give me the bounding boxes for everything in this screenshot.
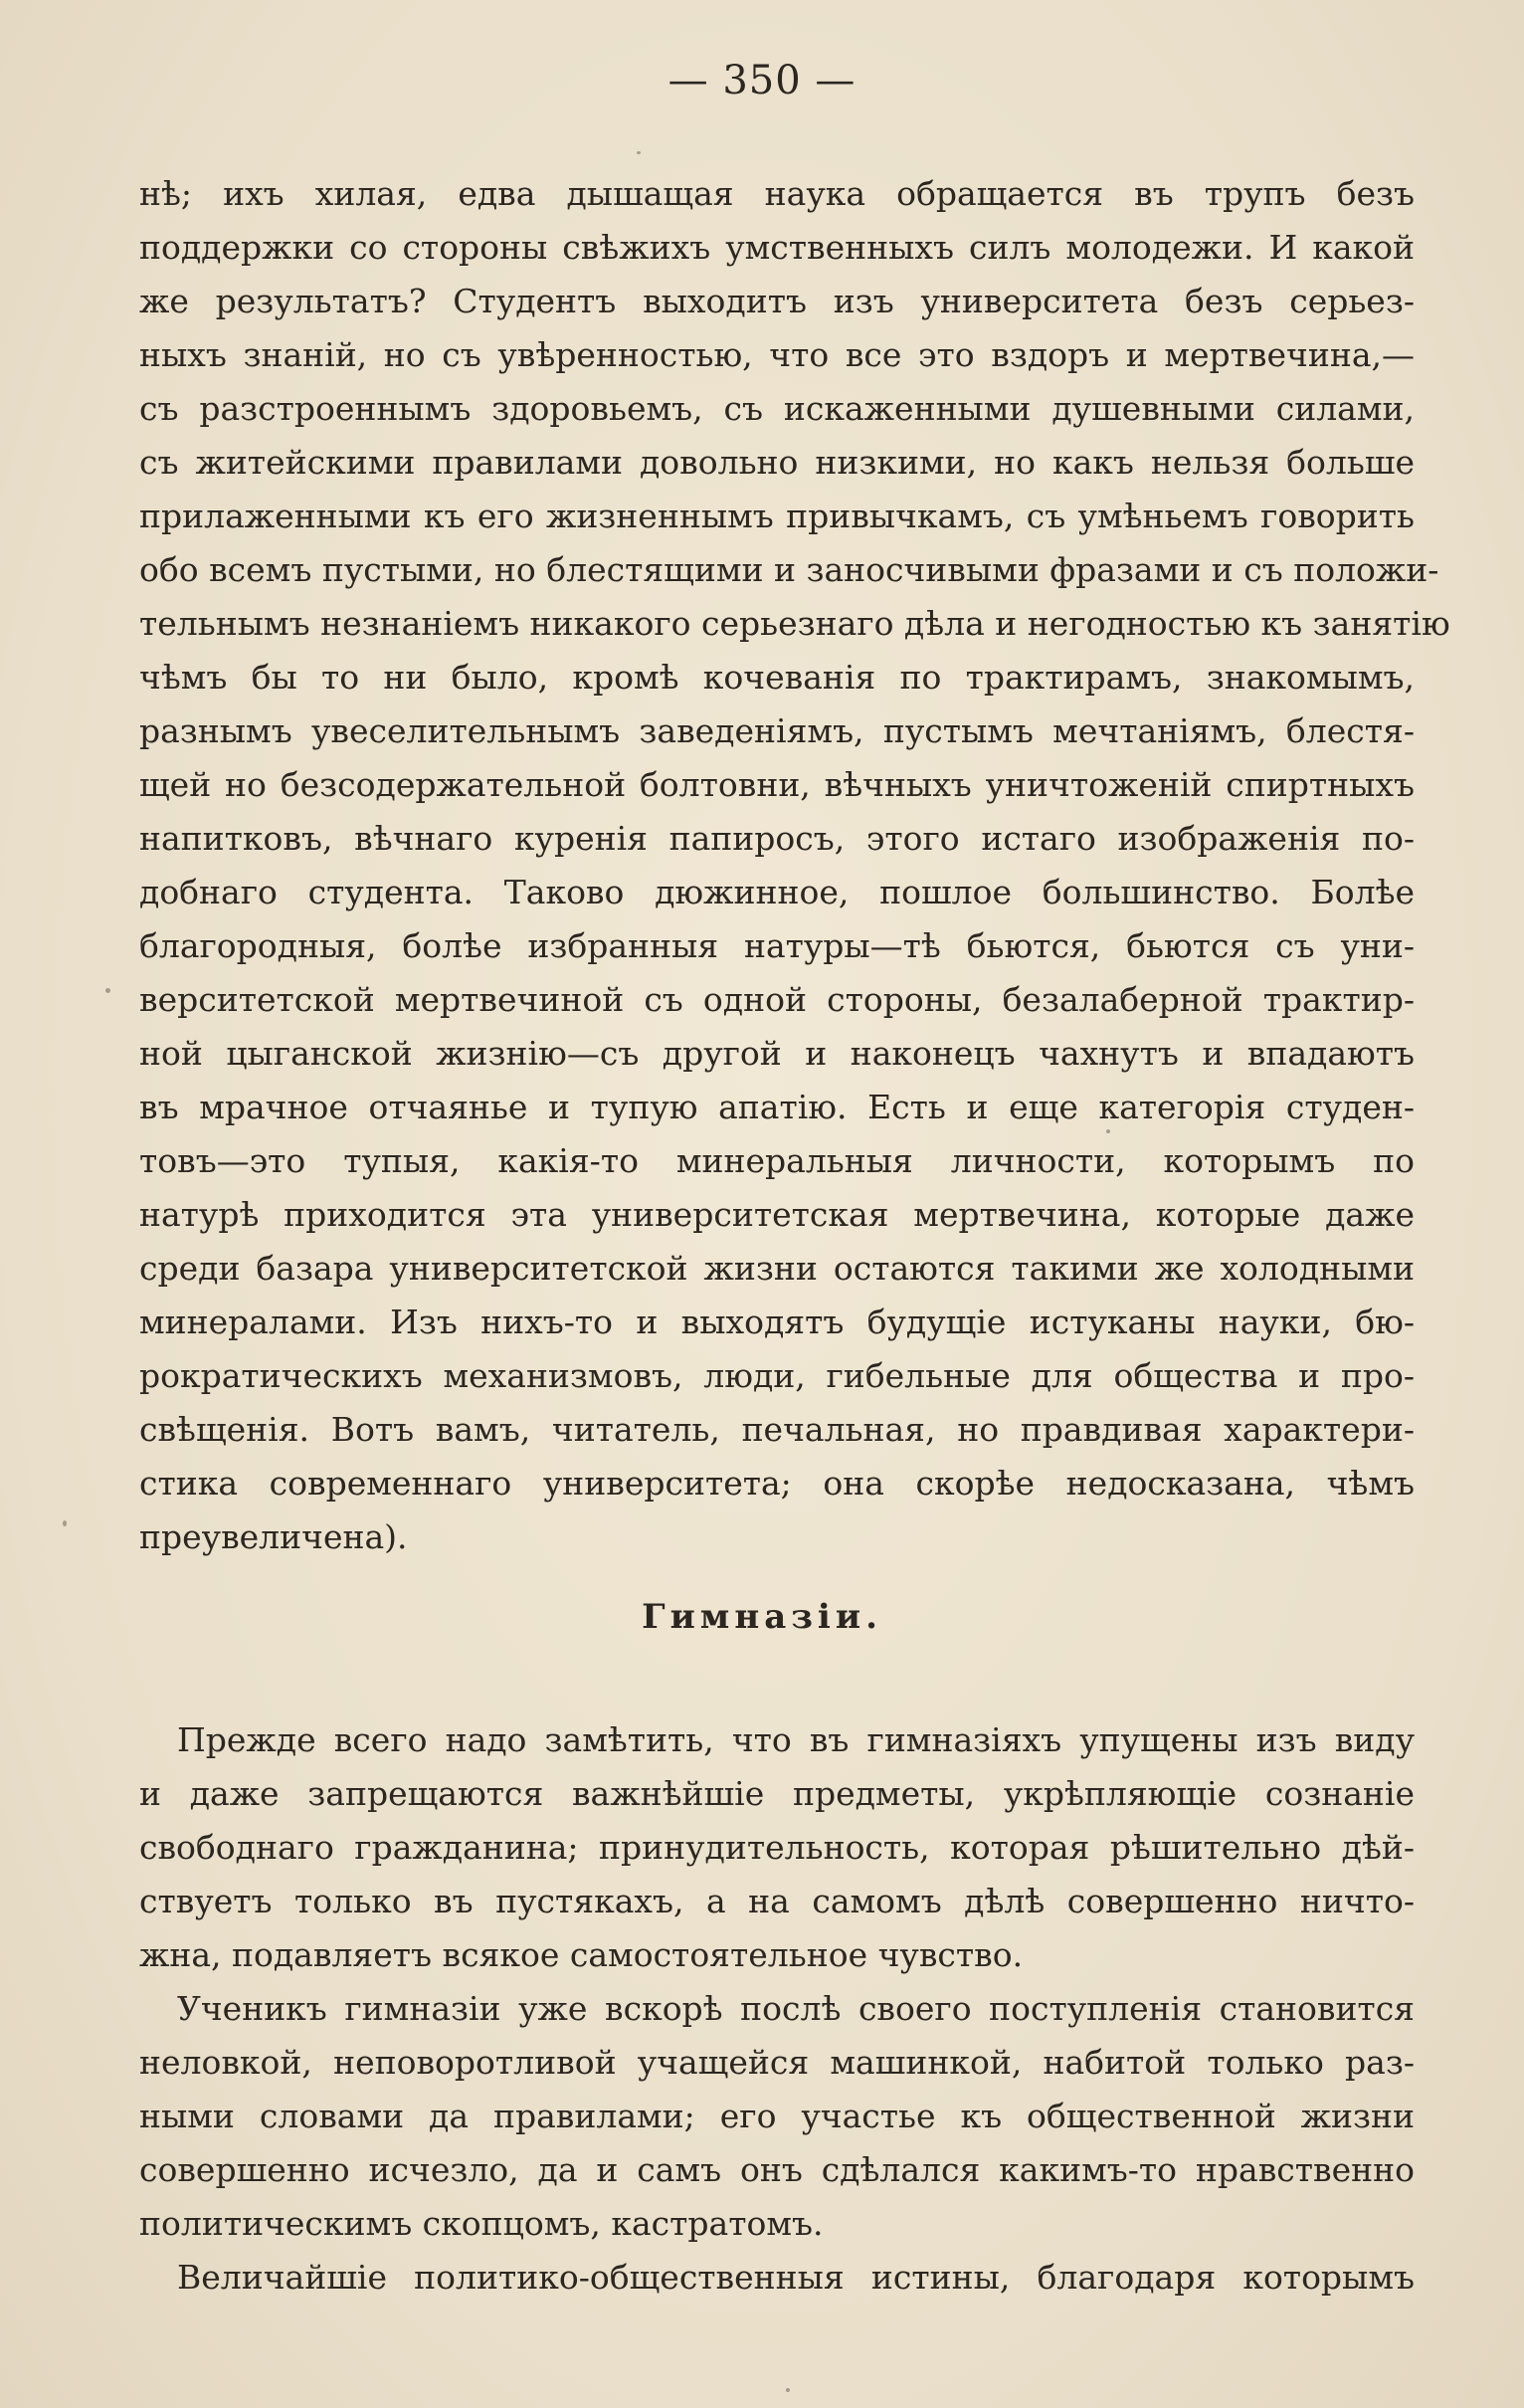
text-line: обо всемъ пустыми, но блестящими и заносчивыми фразами и съ положи- <box>139 550 1439 589</box>
text-line: преувеличена). <box>139 1517 408 1556</box>
text-line: нѣ; ихъ хилая, едва дышащая наука обращается въ трупъ безъ <box>139 174 1415 213</box>
paragraph-universities-conclusion <box>139 167 1450 1564</box>
text-line: верситетской мертвечиной съ одной стороны, безалаберной трактир- <box>139 980 1415 1019</box>
print-speck <box>1106 1129 1110 1133</box>
text-line: поддержки со стороны свѣжихъ умственныхъ силъ молодежи. И какой <box>139 228 1415 267</box>
text-line: рократическихъ механизмовъ, люди, гибельные для общества и про- <box>139 1356 1415 1395</box>
page-number: — 350 — <box>667 58 857 103</box>
print-speck <box>637 151 641 154</box>
text-line: Прежде всего надо замѣтить, что въ гимназіяхъ упущены изъ виду <box>177 1720 1415 1759</box>
text-line: напитковъ, вѣчнаго куренія папиросъ, этого истаго изображенія по- <box>139 819 1415 858</box>
text-line: Величайшіе политико-общественныя истины, благодаря которымъ <box>177 2258 1415 2297</box>
text-line: благородныя, болѣе избранныя натуры—тѣ бьются, бьются съ уни- <box>139 926 1415 965</box>
text-line: жна, подавляетъ всякое самостоятельное чувство. <box>139 1935 1024 1974</box>
text-line: прилаженными къ его жизненнымъ привычкамъ, съ умѣньемъ говорить <box>139 497 1415 535</box>
text-line: политическимъ скопцомъ, кастратомъ. <box>139 2204 824 2243</box>
text-line: съ разстроеннымъ здоровьемъ, съ искаженными душевными силами, <box>139 389 1415 428</box>
paragraph-political-truths <box>139 2251 1415 2305</box>
text-line: совершенно исчезло, да и самъ онъ сдѣлался какимъ-то нравственно <box>139 2150 1415 2189</box>
text-line: натурѣ приходится эта университетская мертвечина, которые даже <box>139 1195 1415 1234</box>
paragraph-gymnasium-subjects <box>139 1713 1415 1982</box>
text-line: ныхъ знаній, но съ увѣренностью, что все это вздоръ и мертвечина,— <box>139 335 1415 374</box>
text-line: неловкой, неповоротливой учащейся машинкой, набитой только раз- <box>139 2043 1415 2082</box>
print-speck <box>63 1520 67 1526</box>
text-line: ствуетъ только въ пустякахъ, а на самомъ дѣлѣ совершенно ничто- <box>139 1882 1415 1920</box>
text-line: среди базара университетской жизни остаются такими же холодными <box>139 1249 1415 1288</box>
text-line: стика современнаго университета; она скорѣе недосказана, чѣмъ <box>139 1464 1415 1503</box>
text-line: съ житейскими правилами довольно низкими, но какъ нельзя больше <box>139 443 1415 482</box>
text-line: свободнаго гражданина; принудительность, которая рѣшительно дѣй- <box>139 1828 1415 1867</box>
paragraph-gymnasium-pupil <box>139 1982 1415 2251</box>
text-line: разнымъ увеселительнымъ заведеніямъ, пустымъ мечтаніямъ, блестя- <box>139 711 1415 750</box>
print-speck <box>786 2388 790 2392</box>
text-line: свѣщенія. Вотъ вамъ, читатель, печальная, но правдивая характери- <box>139 1410 1415 1449</box>
text-line: въ мрачное отчаянье и тупую апатію. Есть и еще категорія студен- <box>139 1088 1415 1126</box>
text-line: добнаго студента. Таково дюжинное, пошлое большинство. Болѣе <box>139 873 1415 911</box>
text-line: товъ—это тупыя, какія-то минеральныя личности, которымъ по <box>139 1141 1415 1180</box>
text-line: щей но безсодержательной болтовни, вѣчныхъ уничтоженій спиртныхъ <box>139 765 1415 804</box>
text-line: ной цыганской жизнію—съ другой и наконецъ чахнутъ и впадаютъ <box>139 1034 1415 1073</box>
print-speck <box>105 988 110 993</box>
text-line: тельнымъ незнаніемъ никакого серьезнаго дѣла и негодностью къ занятію <box>139 604 1450 643</box>
text-line: Ученикъ гимназіи уже вскорѣ послѣ своего поступленія становится <box>177 1989 1415 2028</box>
text-line: же результатъ? Студентъ выходитъ изъ университета безъ серьез- <box>139 282 1415 320</box>
text-line: и даже запрещаются важнѣйшіе предметы, укрѣпляющіе сознаніе <box>139 1774 1415 1813</box>
text-line: минералами. Изъ нихъ-то и выходятъ будущіе истуканы науки, бю- <box>139 1303 1415 1341</box>
section-heading: Гимназіи. <box>642 1597 882 1637</box>
text-line: чѣмъ бы то ни было, кромѣ кочеванія по трактирамъ, знакомымъ, <box>139 658 1415 697</box>
text-line: ными словами да правилами; его участье къ общественной жизни <box>139 2097 1415 2135</box>
